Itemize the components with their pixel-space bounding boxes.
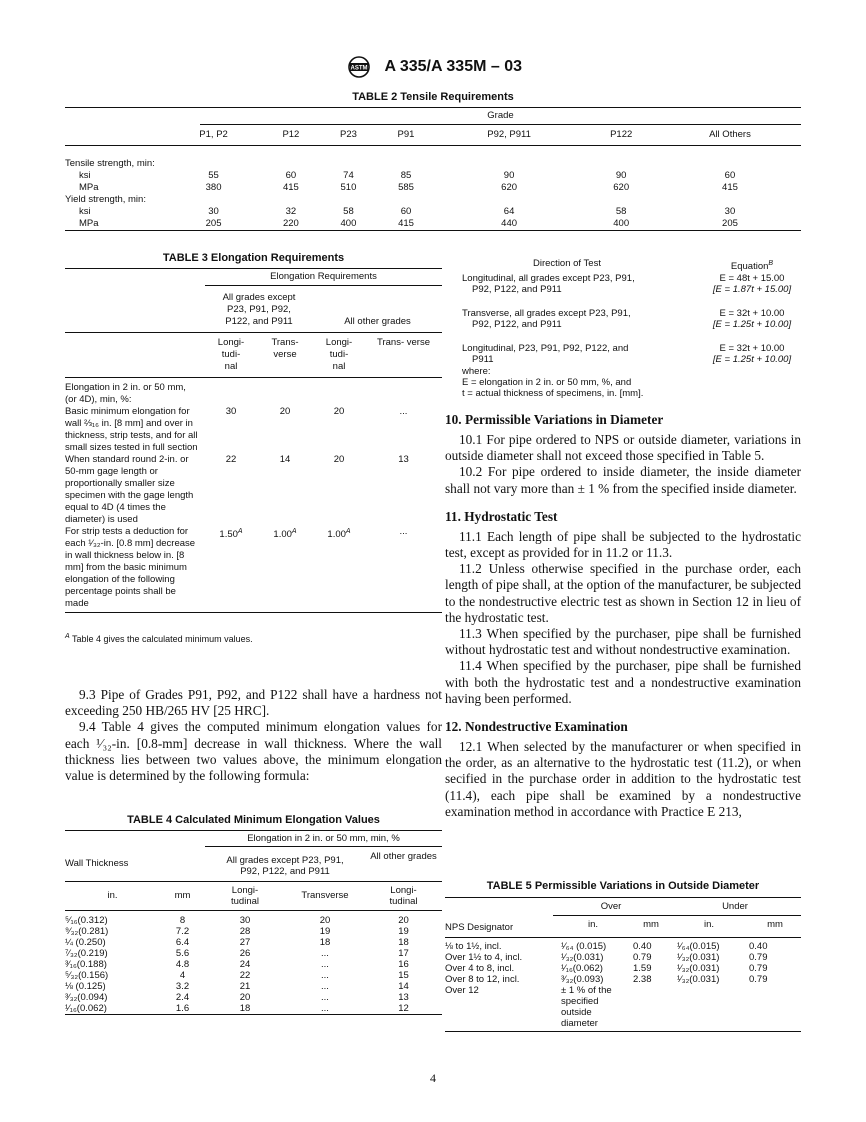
equation-direction-line: P92, P122, and P911 <box>472 319 562 331</box>
table3-subcol: Longi- tudi- nal <box>205 333 257 378</box>
table3-cell: 20 <box>333 454 345 465</box>
table3-grid <box>65 269 442 612</box>
table2-cell: 60 <box>285 170 297 181</box>
t4-in: ³⁄₁₆(0.188) <box>65 958 107 970</box>
standard-designation: A 335/A 335M – 03 <box>384 58 522 75</box>
table2-cell: 30 <box>208 206 219 217</box>
page-number: 4 <box>430 1071 436 1085</box>
t4-mm: 4 <box>179 969 186 981</box>
table-row <box>65 1003 442 1014</box>
table5-under-in: in. <box>703 919 715 930</box>
table-row <box>445 952 801 963</box>
table3-col-group2: All other grades <box>344 316 411 327</box>
equation-direction-line: Transverse, all grades except P23, P91, <box>462 307 631 319</box>
footnote-mark: A <box>345 528 351 535</box>
table-row <box>445 974 801 985</box>
table-row <box>445 941 801 952</box>
equation-formula <box>702 273 802 296</box>
table2-cell: 74 <box>343 170 354 181</box>
table2-cell: 58 <box>343 206 354 217</box>
t5-under-in: ¹⁄₃₂(0.031) <box>677 963 720 974</box>
footnote-mark: A <box>237 528 243 535</box>
table4-col-group2: All other grades <box>370 851 437 862</box>
footnote-mark: A <box>65 633 70 640</box>
table3-cell: 14 <box>279 454 291 465</box>
table-row <box>65 158 801 170</box>
table4-col-group1: All grades except P23, P91, P92, P122, and P911 <box>226 855 344 877</box>
t4-other: 16 <box>398 958 409 970</box>
t4-mm: 5.6 <box>175 947 190 959</box>
table3-cell-value: 1.00 <box>273 529 292 541</box>
table-row <box>65 526 442 612</box>
equation-line: E = 32t + 10.00 <box>719 342 785 354</box>
table4-sub-long2: Longi- tudinal <box>389 885 418 907</box>
table4-group-header: Elongation in 2 in. or 50 mm, min, % <box>205 831 442 847</box>
equation-row <box>462 308 802 331</box>
table-row <box>65 970 442 981</box>
section-12-heading: 12. Nondestructive Examination <box>445 719 628 735</box>
table3-group-header: Elongation Requirements <box>205 269 442 286</box>
table5-nps: NPS Designator <box>445 921 514 933</box>
table2-col: P12 <box>262 125 320 146</box>
t4-mm: 2.4 <box>175 991 190 1003</box>
t4-other: 13 <box>398 991 409 1003</box>
t4-long: 27 <box>239 936 251 948</box>
t4-trans: 18 <box>319 936 331 948</box>
table3-cell <box>313 526 365 612</box>
table-row <box>65 206 801 218</box>
paragraph-10-2: 10.2 For pipe ordered to inside diameter, the inside diameter shall not vary more than ± 1 % from the specified inside diameter. <box>445 464 801 496</box>
t5-under-mm <box>749 985 801 1031</box>
table5 <box>445 897 801 1032</box>
t4-other: 15 <box>398 969 409 981</box>
table4-wall-label: Wall Thickness <box>65 857 129 869</box>
t4-long: 26 <box>239 947 251 959</box>
equation-line: [E = 1.87t + 15.00] <box>712 284 792 296</box>
t5-over-in: ¹⁄₃₂(0.031) <box>561 952 604 963</box>
table-row <box>65 981 442 992</box>
table2-cell: 400 <box>340 218 357 229</box>
equation-formula <box>702 343 802 366</box>
section-11-heading: 11. Hydrostatic Test <box>445 508 558 524</box>
table2-cell: 400 <box>613 218 630 229</box>
t5-under-mm: 0.79 <box>749 963 768 974</box>
table2-row-label: ksi <box>79 170 91 181</box>
table2-cell: 510 <box>340 182 357 193</box>
footnote-mark: A <box>291 528 297 535</box>
equation-def-e: E = elongation in 2 in. or 50 mm, %, and <box>462 376 632 388</box>
t5-under-mm: 0.40 <box>749 941 768 952</box>
t4-in: ⁷⁄₃₂(0.219) <box>65 947 108 959</box>
table-row <box>65 454 442 526</box>
table5-over: Over <box>553 898 669 916</box>
table3-cell <box>257 526 313 612</box>
t5-over-in: ¹⁄₆₄ (0.015) <box>561 941 607 952</box>
t4-other: 12 <box>398 1002 409 1014</box>
t4-trans: ... <box>321 969 329 981</box>
t5-nps: ⅛ to 1½, incl. <box>445 941 502 952</box>
table2-cell: 85 <box>400 170 412 181</box>
svg-text:ASTM: ASTM <box>350 65 368 72</box>
table2-col: P92, P911 <box>435 125 584 146</box>
table2-grade-header: Grade <box>200 108 801 125</box>
t4-mm: 6.4 <box>175 936 190 948</box>
table2-header-row <box>65 125 801 146</box>
table-row <box>65 194 801 206</box>
table4-grid <box>65 831 442 1014</box>
equation-formula <box>702 308 802 331</box>
table5-under: Under <box>669 898 801 916</box>
table2-caption: TABLE 2 Tensile Requirements <box>352 91 514 103</box>
table2-cell: 440 <box>501 218 518 229</box>
table3-row-label: When standard round 2-in. or 50-mm gage length or proportionally smaller size specimen with the gage length equal to 4D (4 times the diameter) is used <box>65 454 194 525</box>
table-row <box>65 182 801 194</box>
table2-row-label: MPa <box>79 218 99 229</box>
table3-cell <box>205 526 257 612</box>
table3-row-label: Basic minimum elongation for wall ⅔₁₆ in. [8 mm] and over in thickness, strip tests, and for all small sizes tested in full section <box>65 406 198 453</box>
table2-cell: 415 <box>722 182 738 193</box>
equation-where: where: <box>462 365 491 377</box>
table4 <box>65 830 442 1015</box>
t4-mm: 1.6 <box>175 1002 190 1014</box>
t4-long: 21 <box>239 980 251 992</box>
table-row <box>65 218 801 230</box>
table2-row-label: MPa <box>79 182 99 193</box>
t4-mm: 4.8 <box>175 958 190 970</box>
table3-footnote <box>65 633 253 644</box>
table2-col: P1, P2 <box>165 125 262 146</box>
t5-under-in <box>669 985 749 1031</box>
table2-cell: 620 <box>501 182 518 193</box>
t4-in: ³⁄₃₂(0.094) <box>65 991 108 1003</box>
t5-under-in: ¹⁄₃₂(0.031) <box>677 974 720 985</box>
table2-cell: 90 <box>615 170 627 181</box>
t5-over-mm <box>633 985 669 1031</box>
table3-row-label: Elongation in 2 in. or 50 mm, (or 4D), min, %: <box>65 382 186 405</box>
t4-other: 18 <box>398 936 409 948</box>
t5-nps: Over 4 to 8, incl. <box>445 963 515 974</box>
t5-over-in: ¹⁄₁₆(0.062) <box>561 963 603 974</box>
table3-caption: TABLE 3 Elongation Requirements <box>162 252 345 264</box>
paragraph-9-4: 9.4 Table 4 gives the computed minimum elongation values for each ¹⁄₃₂-in. [0.8-mm] decrease in wall thickness. Where the wall thickness lies between two values above, the minimum elongation value is determined by the following formula: <box>65 719 442 784</box>
table-row <box>65 992 442 1003</box>
equation-line: [E = 1.25t + 10.00] <box>712 319 792 331</box>
paragraph-11-1: 11.1 Each length of pipe shall be subjected to the hydrostatic test, except as provided for in 11.2 or 11.3. <box>445 528 801 561</box>
t4-long: 22 <box>239 969 251 981</box>
left-column-text <box>65 687 442 784</box>
table5-under-mm: mm <box>767 919 783 930</box>
t4-trans: ... <box>321 1002 329 1014</box>
table2-cell: 30 <box>724 206 736 217</box>
table3-cell: 22 <box>225 454 237 465</box>
t4-trans: ... <box>321 947 329 959</box>
t4-trans: ... <box>321 980 329 992</box>
table2-cell: 64 <box>503 206 515 217</box>
table2-cell: 220 <box>282 218 299 229</box>
t4-long: 24 <box>239 958 251 970</box>
table4-sub-trans: Transverse <box>301 890 349 901</box>
right-column-text <box>445 412 801 820</box>
table5-grid <box>445 898 801 1031</box>
table-row <box>65 378 442 407</box>
paragraph-11-4: 11.4 When specified by the purchaser, pipe shall be furnished with both the hydrostatic test and a nondestructive examination having been performed. <box>445 658 801 706</box>
table4-sub-in: in. <box>107 890 118 901</box>
t4-trans: 19 <box>319 925 331 937</box>
t4-in: ⁹⁄₃₂(0.281) <box>65 925 109 937</box>
table3-cell: 13 <box>398 454 409 465</box>
equation-line: [E = 1.25t + 10.00] <box>712 354 792 366</box>
table-row <box>445 985 801 1031</box>
equation-direction <box>462 273 702 296</box>
section-10-heading: 10. Permissible Variations in Diameter <box>445 412 664 427</box>
t5-under-mm: 0.79 <box>749 974 768 985</box>
paragraph-11-3: 11.3 When specified by the purchaser, pipe shall be furnished without hydrostatic test and without nondestructive examination. <box>445 626 801 658</box>
table2-cell: 58 <box>615 206 627 217</box>
table3-cell: ... <box>399 526 408 537</box>
equation-col-direction: Direction of Test <box>533 258 601 269</box>
table-row <box>65 915 442 926</box>
t4-other: 14 <box>398 980 409 992</box>
equation-direction <box>462 308 702 331</box>
equation-direction-line: P92, P122, and P911 <box>472 284 562 296</box>
table2-col: P23 <box>320 125 378 146</box>
t5-over-mm: 0.79 <box>633 952 652 963</box>
table-row <box>65 170 801 182</box>
t4-in: ¼ (0.250) <box>65 936 106 948</box>
equation-direction-line: P911 <box>472 354 494 366</box>
equation-col-label: Equation <box>730 261 769 273</box>
t5-over-mm: 0.40 <box>633 941 652 952</box>
t5-nps: Over 12 <box>445 985 479 996</box>
t4-other: 17 <box>398 947 409 959</box>
table3-cell: 30 <box>225 406 237 417</box>
table2 <box>65 107 801 231</box>
table5-over-mm: mm <box>643 919 659 930</box>
t4-trans: ... <box>321 991 329 1003</box>
table3-footnote-text: Table 4 gives the calculated minimum values. <box>72 634 253 644</box>
table-row <box>65 937 442 948</box>
t5-under-in: ¹⁄₆₄(0.015) <box>677 941 720 952</box>
paragraph-10-1: 10.1 For pipe ordered to NPS or outside diameter, variations in outside diameter shall not exceed those specified in Table 5. <box>445 432 801 464</box>
table2-cell: 620 <box>613 182 630 193</box>
equation-block <box>462 258 802 399</box>
t4-mm: 7.2 <box>175 925 190 937</box>
equation-col-header <box>702 258 802 273</box>
table2-cell: 380 <box>205 182 222 193</box>
table2-cell: 32 <box>285 206 297 217</box>
table3-subcol: Trans- verse <box>365 333 442 378</box>
t4-in: ⅛ (0.125) <box>65 980 106 992</box>
table3 <box>65 268 442 613</box>
equation-direction <box>462 343 702 366</box>
table2-cell: 55 <box>208 170 219 181</box>
table4-sub-mm: mm <box>174 890 191 901</box>
t4-other: 19 <box>398 925 409 937</box>
table3-subcol: Longi- tudi- nal <box>313 333 365 378</box>
table3-cell-value: 1.50 <box>219 529 238 541</box>
table-row <box>65 959 442 970</box>
table4-caption: TABLE 4 Calculated Minimum Elongation Values <box>127 814 380 826</box>
table2-col: All Others <box>659 125 801 146</box>
astm-logo-icon <box>344 56 374 78</box>
t5-over-in: ³⁄₃₂(0.093) <box>561 974 604 985</box>
t5-over-mm: 1.59 <box>633 963 652 974</box>
table2-cell: 60 <box>724 170 736 181</box>
t5-nps: Over 8 to 12, incl. <box>445 974 520 985</box>
table3-col-group1: All grades except P23, P91, P92, P122, and P911 <box>222 292 296 327</box>
table2-cell: 60 <box>400 206 412 217</box>
table-row <box>65 406 442 454</box>
t4-mm: 3.2 <box>175 980 190 992</box>
table3-row-label: For strip tests a deduction for each ¹⁄₃₂-in. [0.8 mm] decrease in wall thickness below in. [8 mm] from the basic minimum elongation of the following percentage points shall be made <box>65 526 196 609</box>
t5-nps: Over 1½ to 4, incl. <box>445 952 523 963</box>
paragraph-9-3: 9.3 Pipe of Grades P91, P92, and P122 shall have a hardness not exceeding 250 HB/265 HV [25 HRC]. <box>65 687 442 719</box>
table3-cell: 20 <box>333 406 345 417</box>
table5-caption: TABLE 5 Permissible Variations in Outside Diameter <box>486 880 760 892</box>
table-row <box>65 948 442 959</box>
table2-col: P91 <box>377 125 435 146</box>
document-header <box>0 56 866 78</box>
t4-trans: 20 <box>319 914 331 926</box>
table2-row-label: Yield strength, min: <box>65 194 146 205</box>
t5-over-in: ± 1 % of the specified outside diameter <box>561 985 612 1029</box>
table2-col: P122 <box>583 125 659 146</box>
table-row <box>445 963 801 974</box>
t4-in: ¹⁄₁₆(0.062) <box>65 1002 107 1014</box>
table5-over-in: in. <box>587 919 599 930</box>
table2-row-label: ksi <box>79 206 91 217</box>
t4-long: 20 <box>239 991 251 1003</box>
table2-cell: 415 <box>282 182 299 193</box>
t4-long: 28 <box>239 925 251 937</box>
footnote-mark: B <box>768 260 774 267</box>
equation-direction-line: Longitudinal, P23, P91, P92, P122, and <box>462 342 629 354</box>
t4-long: 30 <box>239 914 251 926</box>
table2-cell: 205 <box>205 218 222 229</box>
t4-in: ⁵⁄₁₆(0.312) <box>65 914 108 926</box>
table4-sub-long: Longi- tudinal <box>231 885 259 907</box>
t5-over-mm: 2.38 <box>633 974 652 985</box>
table2-cell: 90 <box>503 170 515 181</box>
t5-under-in: ¹⁄₃₂(0.031) <box>677 952 720 963</box>
equation-direction-line: Longitudinal, all grades except P23, P91, <box>462 272 635 284</box>
t4-mm: 8 <box>179 914 186 926</box>
table3-subcol: Trans- verse <box>257 333 313 378</box>
equation-def-t: t = actual thickness of specimens, in. [mm]. <box>462 387 644 399</box>
table2-cell: 205 <box>722 218 738 229</box>
t4-other: 20 <box>398 914 409 926</box>
table-row <box>65 926 442 937</box>
equation-row <box>462 343 802 366</box>
equation-line: E = 48t + 15.00 <box>719 272 785 284</box>
table3-cell: 20 <box>279 406 291 417</box>
t4-long: 18 <box>239 1002 251 1014</box>
paragraph-11-2: 11.2 Unless otherwise specified in the purchase order, each length of pipe shall, at the option of the manufacturer, be subjected to the nondestructive electric test as shown in Section 12 in lieu of the hydrostatic test. <box>445 561 801 625</box>
table2-cell: 585 <box>398 182 414 193</box>
equation-table <box>462 258 802 366</box>
t4-in: ⁵⁄₃₂(0.156) <box>65 969 109 981</box>
table2-grid <box>65 125 801 230</box>
table3-cell-value: 1.00 <box>327 529 346 541</box>
t4-trans: ... <box>321 958 329 970</box>
equation-line: E = 32t + 10.00 <box>719 307 785 319</box>
equation-row <box>462 273 802 296</box>
table3-cell: ... <box>399 406 408 417</box>
paragraph-12-1: 12.1 When selected by the manufacturer or when specified in the order, as an alternative to the hydrostatic test (11.2), or when secified in the purchase order in addition to the hydrostatic test (11.4), each pipe shall be examined by a nondestructive examination method in accordance with Practice E 213, <box>445 739 801 819</box>
table2-cell: 415 <box>398 218 414 229</box>
t5-under-mm: 0.79 <box>749 952 768 963</box>
table2-row-label: Tensile strength, min: <box>65 158 155 169</box>
